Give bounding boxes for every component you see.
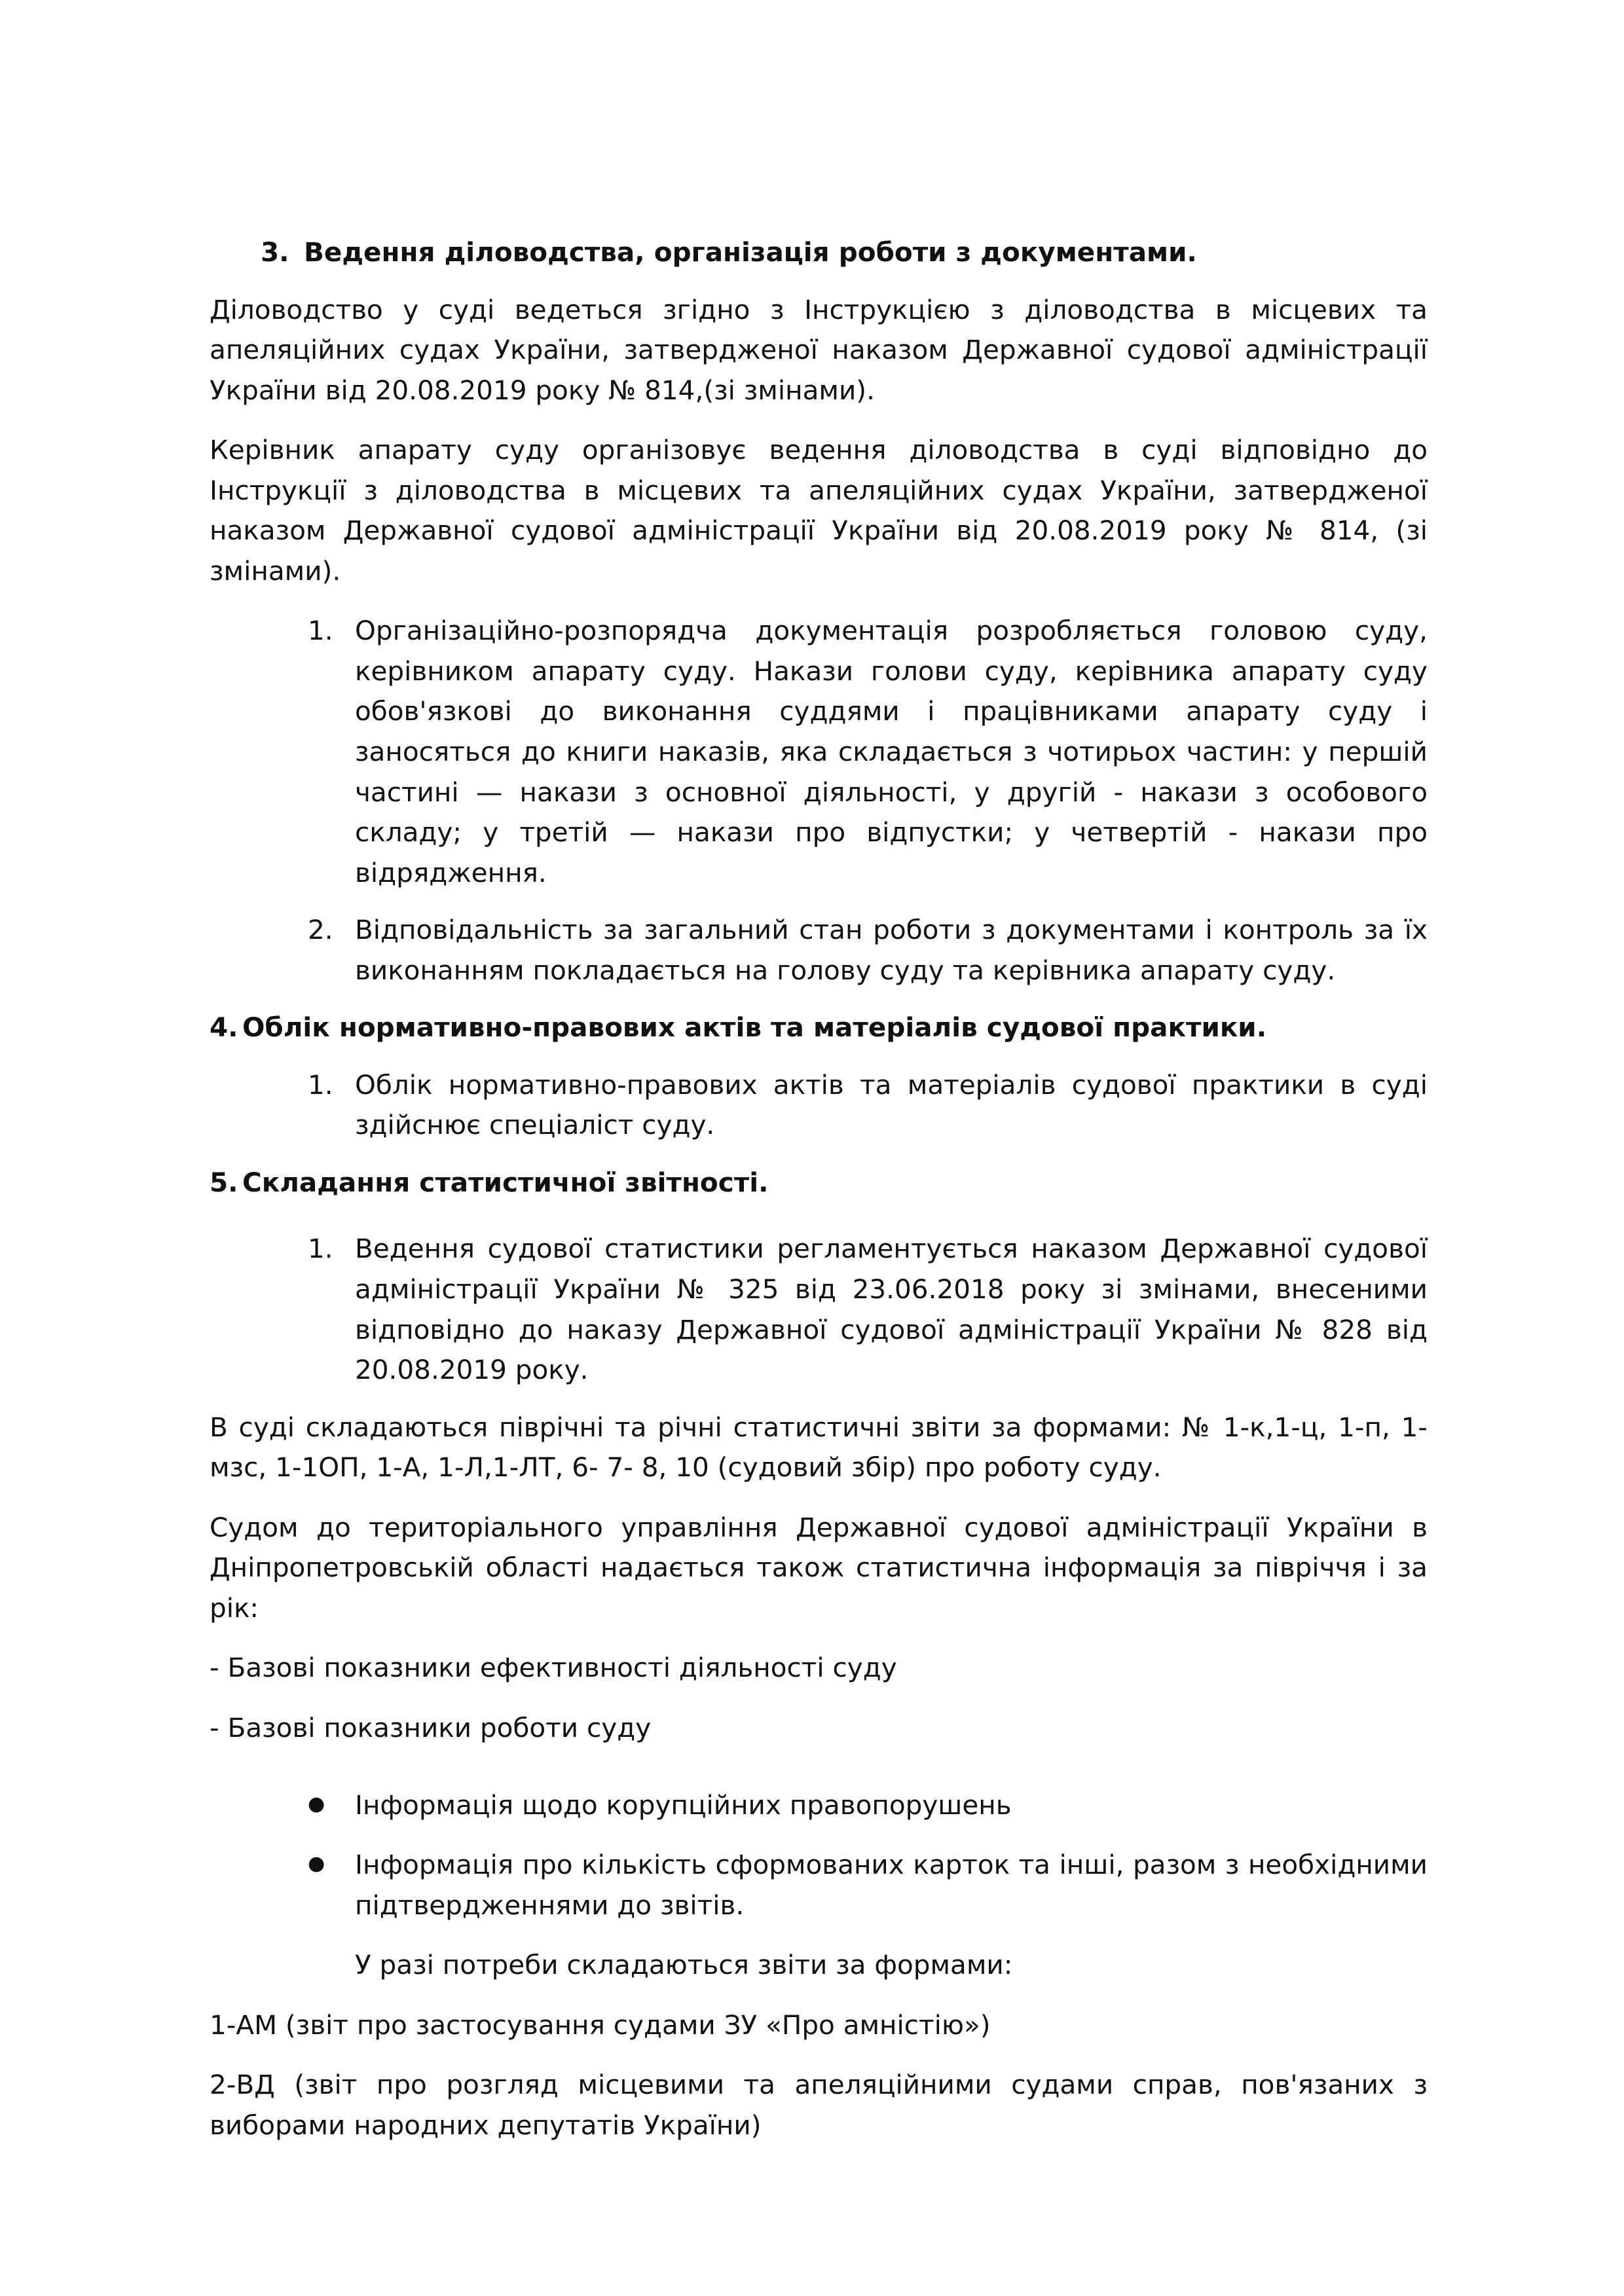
section-number: 3.: [261, 236, 289, 268]
list-item: [210, 611, 1428, 893]
spacer: [210, 1768, 1428, 1785]
list-item: [210, 1065, 1428, 1146]
spacer: [210, 1220, 1428, 1229]
bullet-icon: ●: [308, 1792, 325, 1815]
paragraph: - Базові показники ефективності діяльності суду: [210, 1652, 897, 1684]
list-item-text: Облік нормативно-правових актів та матеріалів судової практики в суді здійснює спеціаліст суду.: [355, 1068, 1428, 1141]
list-item-marker: 1.: [308, 1233, 333, 1265]
list-item: [210, 1785, 1428, 1826]
list-item-marker: 2.: [308, 914, 333, 946]
paragraph: Діловодство у суді ведеться згідно з Інструкцією з діловодства в місцевих та апеляційних судах України, затвердженої наказом Державної судової адміністрації України від 20.08.2019 року № 814,(зі змінами).: [210, 293, 1428, 406]
document-body: [210, 232, 1428, 2145]
section-title: Ведення діловодства, організація роботи з документами.: [304, 236, 1197, 268]
section-heading-5: [210, 1163, 1428, 1203]
list-item-text: Відповідальність за загальний стан роботи з документами і контроль за їх виконанням покладається на голову суду та керівника апарату суду.: [355, 914, 1428, 986]
section-heading-3: [210, 232, 1428, 273]
section-number: 5.: [210, 1166, 238, 1198]
bullet-icon: ●: [308, 1852, 325, 1876]
list-item-marker: 1.: [308, 1068, 333, 1101]
list-item-marker: 1.: [308, 615, 333, 647]
list-item-text: Інформація про кількість сформованих карток та інші, разом з необхідними підтвердженнями до звітів.: [355, 1849, 1428, 1921]
list-item: [210, 910, 1428, 991]
section-title: Облік нормативно-правових актів та матеріалів судової практики.: [242, 1011, 1267, 1044]
list-item: [210, 1845, 1428, 1925]
paragraph: - Базові показники роботи суду: [210, 1711, 652, 1743]
form-line: 2-ВД (звіт про розгляд місцевими та апеляційними судами справ, пов'язаних з виборами народних депутатів України): [210, 2069, 1428, 2141]
paragraph: В суді складаються піврічні та річні статистичні звіти за формами: № 1-к,1-ц, 1-п, 1-мзс, 1-1ОП, 1-А, 1-Л,1-ЛТ, 6- 7- 8, 10 (судовий збір) про роботу суду.: [210, 1411, 1428, 1484]
list-item-text: Інформація щодо корупційних правопорушень: [355, 1789, 1012, 1821]
paragraph: Судом до територіального управління Державної судової адміністрації України в Дніпропетровській області надається також статистична інформація за півріччя і за рік:: [210, 1511, 1428, 1624]
section-number: 4.: [210, 1011, 238, 1044]
list-item: [210, 1229, 1428, 1390]
section-heading-4: [210, 1008, 1428, 1048]
form-line: 1-АМ (звіт про застосування судами ЗУ «Про амністію»): [210, 2009, 991, 2041]
list-item-text: Ведення судової статистики регламентується наказом Державної судової адміністрації України № 325 від 23.06.2018 року зі змінами, внесеними відповідно до наказу Державної судової адміністрації України № 828 від 20.08.2019 року.: [355, 1233, 1428, 1386]
list-item-text: Організаційно-розпорядча документація розробляється головою суду, керівником апарату суду. Накази голови суду, керівника апарату суду обов'язкові до виконання суддями і працівниками апарату суду і заносяться до книги наказів, яка складається з чотирьох частин: у першій частині — накази з основної діяльності, у другій - накази з особового складу; у третій — накази про відпустки; у четвертій - накази про відрядження.: [355, 615, 1428, 888]
note-text: У разі потреби складаються звіти за формами:: [355, 1949, 1013, 1981]
paragraph: Керівник апарату суду організовує ведення діловодства в суді відповідно до Інструкції з діловодства в місцевих та апеляційних судах України, затвердженої наказом Державної судової адміністрації України від 20.08.2019 року № 814, (зі змінами).: [210, 434, 1428, 587]
section-title: Складання статистичної звітності.: [242, 1166, 769, 1198]
